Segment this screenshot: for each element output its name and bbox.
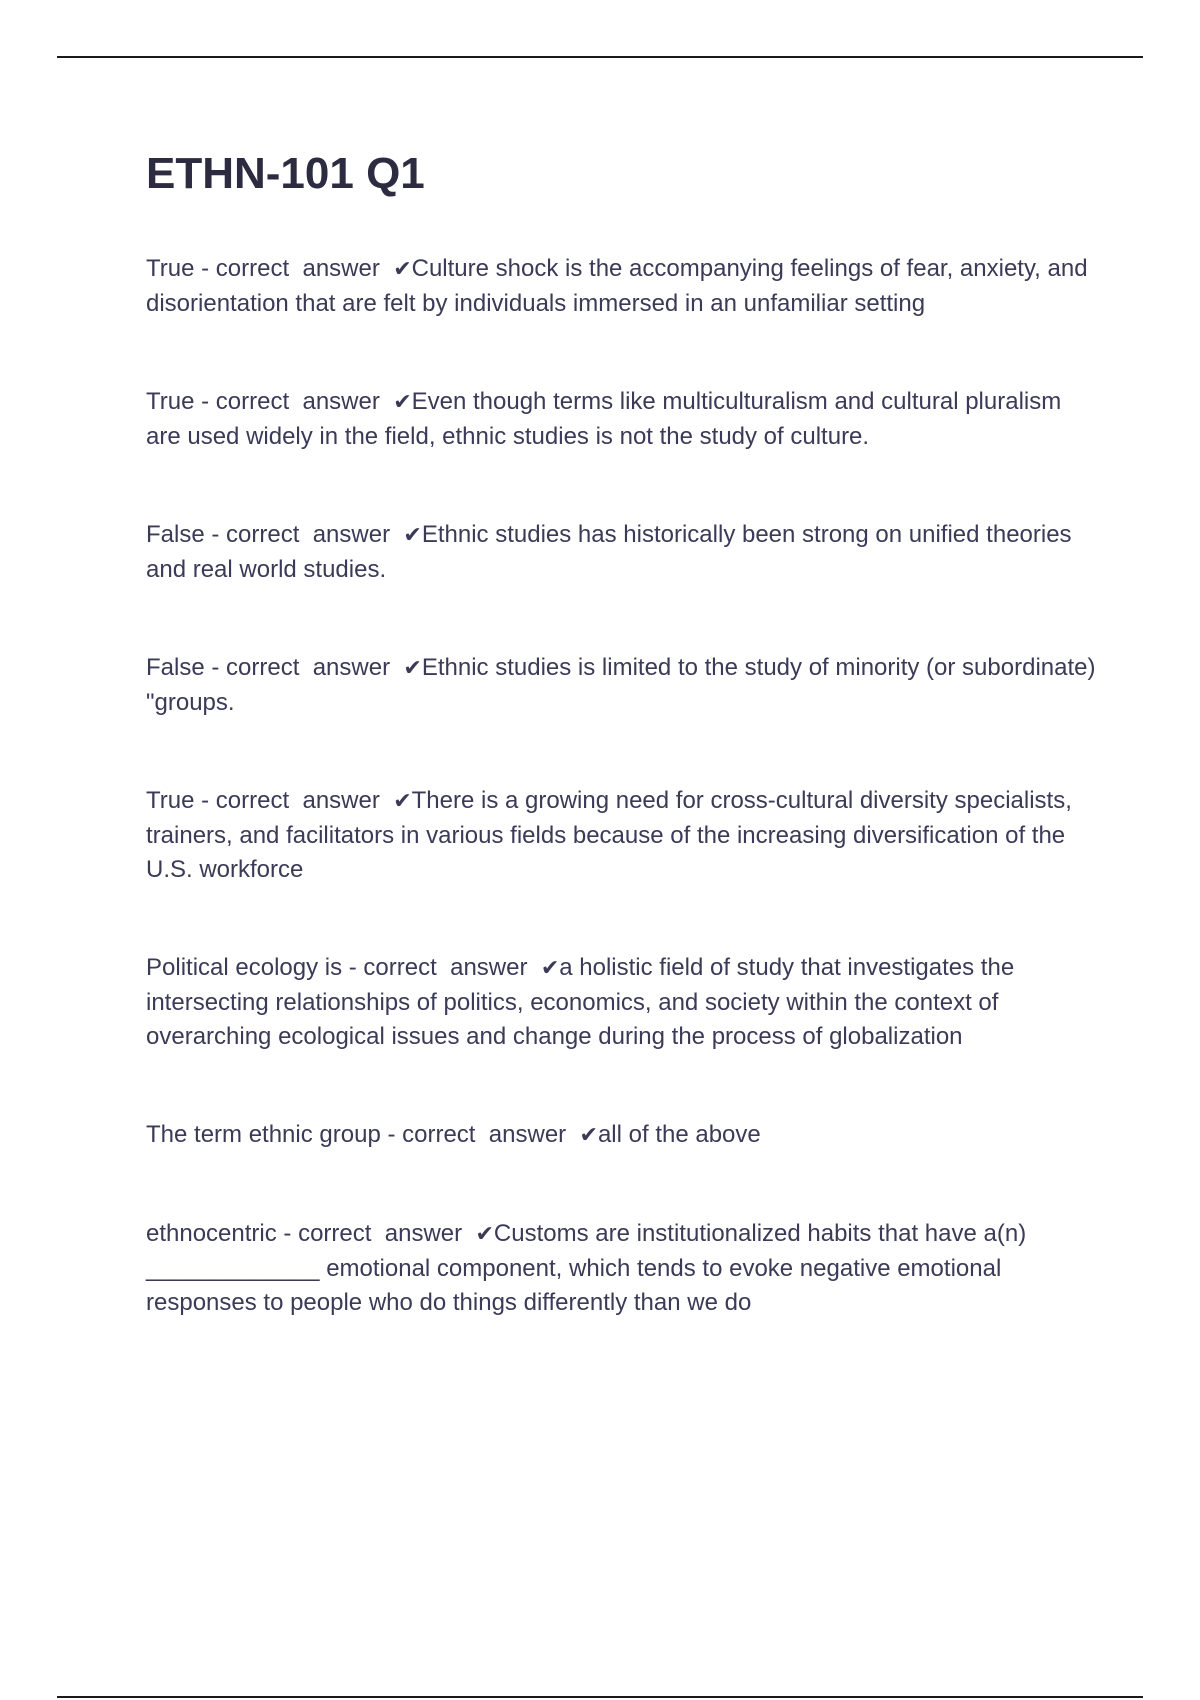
- qa-term: True: [146, 388, 195, 415]
- qa-item: [146, 951, 1096, 1054]
- check-mark-icon: ✔: [393, 789, 412, 814]
- top-divider: [57, 56, 1143, 58]
- qa-item: [146, 1217, 1096, 1320]
- bottom-divider: [57, 1696, 1143, 1698]
- page-title: ETHN-101 Q1: [146, 149, 425, 198]
- qa-answer: Customs are institutionalized habits that have a(n) _____________ emotional component, which tends to evoke negative emotional responses to people who do things differently than we do: [146, 1220, 1027, 1316]
- qa-answer: Culture shock is the accompanying feelings of fear, anxiety, and disorientation that are felt by individuals immersed in an unfamiliar setting: [146, 255, 1088, 317]
- qa-answer: Even though terms like multiculturalism and cultural pluralism are used widely in the field, ethnic studies is not the study of culture.: [146, 388, 1062, 450]
- check-mark-icon: ✔: [393, 390, 412, 415]
- qa-answer: a holistic field of study that investigates the intersecting relationships of politics, economics, and society within the context of overarching ecological issues and change during the process of globalization: [146, 954, 1015, 1050]
- qa-term: ethnocentric: [146, 1220, 277, 1247]
- qa-list: [146, 252, 1096, 1384]
- check-mark-icon: ✔: [403, 523, 422, 548]
- check-mark-icon: ✔: [475, 1222, 494, 1247]
- qa-term: False: [146, 654, 205, 681]
- qa-term: True: [146, 255, 195, 282]
- qa-answer: Ethnic studies is limited to the study of minority (or subordinate) "groups.: [146, 654, 1096, 716]
- check-mark-icon: ✔: [579, 1123, 598, 1148]
- check-mark-icon: ✔: [393, 257, 412, 282]
- answer-marker: - correct answer: [204, 521, 404, 548]
- answer-marker: - correct answer: [380, 1121, 580, 1148]
- qa-answer: all of the above: [597, 1121, 761, 1148]
- qa-item: [146, 385, 1096, 454]
- qa-item: [146, 784, 1096, 887]
- qa-item: [146, 518, 1096, 587]
- qa-term: Political ecology is: [146, 954, 343, 981]
- qa-item: [146, 651, 1096, 720]
- answer-marker: - correct answer: [204, 654, 404, 681]
- qa-term: False: [146, 521, 205, 548]
- answer-marker: - correct answer: [194, 787, 394, 814]
- check-mark-icon: ✔: [403, 656, 422, 681]
- answer-marker: - correct answer: [276, 1220, 476, 1247]
- answer-marker: - correct answer: [342, 954, 541, 981]
- answer-marker: - correct answer: [194, 388, 394, 415]
- qa-item: [146, 1118, 1096, 1153]
- qa-term: The term ethnic group: [146, 1121, 381, 1148]
- qa-answer: There is a growing need for cross-cultural diversity specialists, trainers, and facilitators in various fields because of the increasing diversification of the U.S. workforce: [146, 787, 1072, 883]
- check-mark-icon: ✔: [540, 956, 560, 981]
- answer-marker: - correct answer: [194, 255, 394, 282]
- qa-item: [146, 252, 1096, 321]
- qa-answer: Ethnic studies has historically been strong on unified theories and real world studies.: [146, 521, 1072, 583]
- qa-term: True: [146, 787, 195, 814]
